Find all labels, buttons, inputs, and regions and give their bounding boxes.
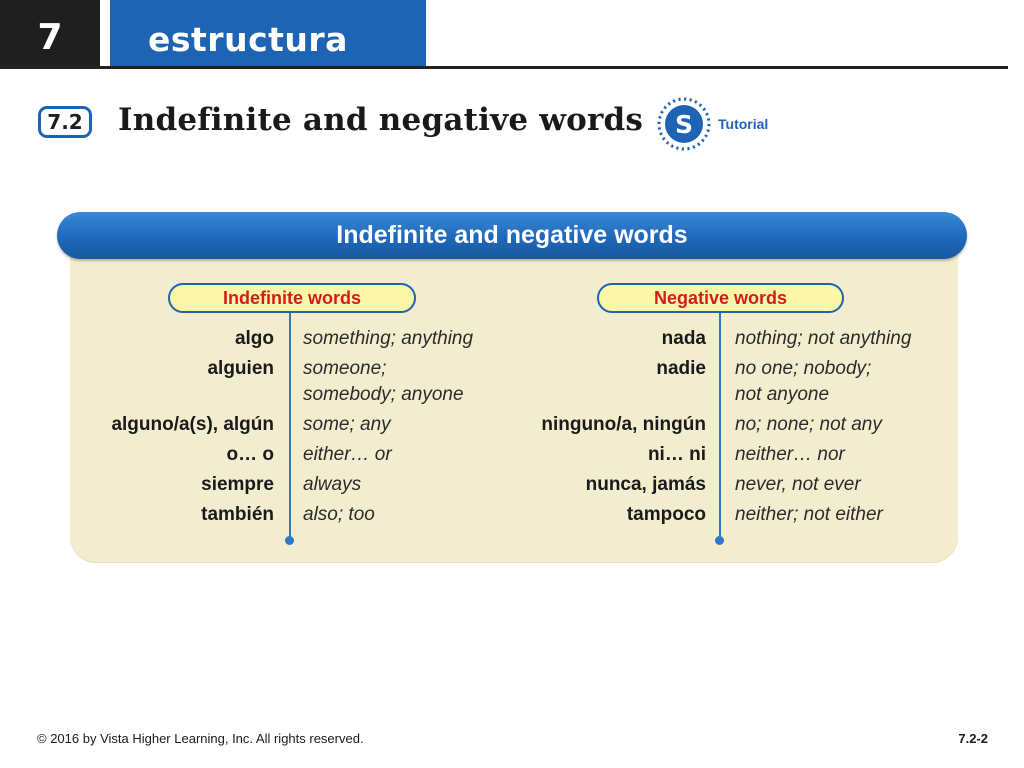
vocab-meaning (303, 356, 464, 408)
vocab-term: ninguno/a, ningún (541, 414, 706, 435)
tutorial-s-icon (656, 96, 712, 152)
vocab-row (80, 412, 500, 438)
negative-divider-dot (715, 536, 724, 545)
vocab-meaning (735, 412, 882, 438)
vocab-meaning (735, 502, 883, 528)
vocab-meaning-line: nothing; not anything (735, 328, 912, 349)
vocab-row (510, 472, 950, 498)
chapter-number: 7 (0, 0, 100, 68)
vocab-meaning-line: never, not ever (735, 474, 861, 495)
header-divider (0, 66, 1008, 69)
vocab-meaning-line: not anyone (735, 384, 830, 405)
vocab-meaning (303, 442, 392, 468)
vocab-row (510, 326, 950, 352)
vocab-meaning (303, 412, 391, 438)
vocab-meaning (303, 326, 473, 352)
vocab-term: ni… ni (647, 444, 706, 465)
vocab-meaning (735, 326, 911, 352)
vocab-term: también (201, 504, 274, 525)
tutorial-label: Tutorial (718, 116, 769, 132)
vocab-row (80, 502, 500, 528)
vocab-meaning (735, 472, 861, 498)
vocab-row (510, 442, 950, 468)
vocab-meaning-line: neither; not either (735, 504, 883, 525)
vocab-term: tampoco (626, 504, 706, 525)
section-name: estructura (110, 0, 426, 68)
vocab-meaning-line: also; too (303, 504, 375, 525)
vocab-meaning-line: no; none; not any (735, 414, 882, 435)
vocab-meaning-line: somebody; anyone (303, 384, 464, 405)
indefinite-divider-dot (285, 536, 294, 545)
vocab-term: algo (234, 328, 274, 349)
vocab-row (510, 412, 950, 438)
vocab-row (510, 502, 950, 528)
table-title: Indefinite and negative words (57, 212, 967, 259)
vocab-meaning (303, 472, 361, 498)
vocab-meaning-line: no one; nobody; (735, 358, 872, 379)
indefinite-words-header: Indefinite words (168, 283, 416, 313)
vocab-term: o… o (226, 444, 274, 465)
vocab-row (510, 356, 950, 408)
indefinite-words-list (80, 326, 500, 532)
vocab-row (80, 326, 500, 352)
vocab-meaning (735, 356, 871, 408)
vocab-row (80, 356, 500, 408)
section-number-badge: 7.2 (38, 106, 92, 138)
vocab-meaning-line: always (303, 474, 362, 495)
vocab-row (80, 442, 500, 468)
slide-number: 7.2-2 (958, 731, 988, 746)
vocab-term: nadie (656, 358, 706, 379)
tutorial-button[interactable] (656, 96, 768, 152)
vocab-term: siempre (201, 474, 274, 495)
vocab-term: alguien (207, 358, 274, 379)
vocab-meaning (303, 502, 375, 528)
vocab-term: nunca, jamás (585, 474, 706, 495)
vocab-meaning-line: some; any (303, 414, 391, 435)
negative-words-list (510, 326, 950, 532)
copyright-notice: © 2016 by Vista Higher Learning, Inc. All rights reserved. (37, 731, 364, 746)
vocab-row (80, 472, 500, 498)
vocab-term: alguno/a(s), algún (111, 414, 274, 435)
negative-words-header: Negative words (597, 283, 844, 313)
vocab-term: nada (661, 328, 706, 349)
page-title: Indefinite and negative words (118, 102, 644, 138)
vocab-meaning (735, 442, 845, 468)
vocab-meaning-line: something; anything (303, 328, 474, 349)
tutorial-glyph: S (674, 110, 694, 139)
vocab-meaning-line: neither… nor (735, 444, 845, 465)
vocab-meaning-line: someone; (303, 358, 387, 379)
vocab-meaning-line: either… or (303, 444, 392, 465)
